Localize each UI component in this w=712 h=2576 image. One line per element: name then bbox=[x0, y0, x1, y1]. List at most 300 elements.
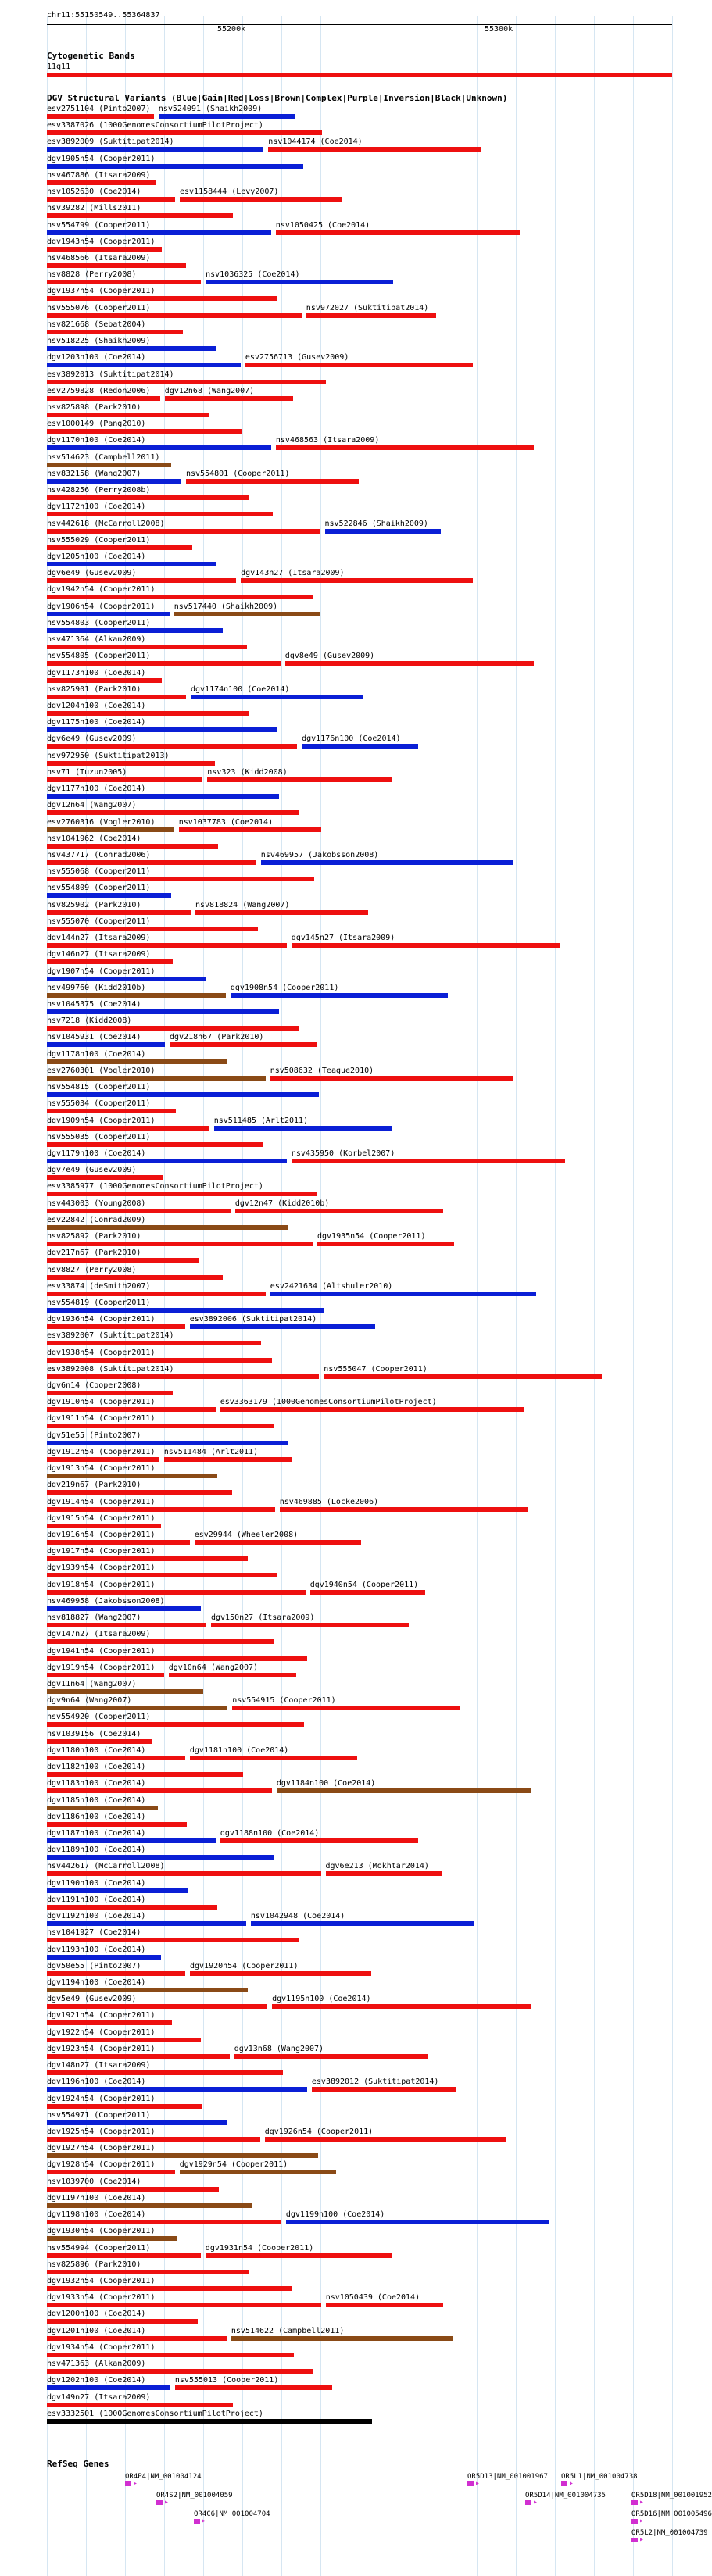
variant-label[interactable]: nsv1045931 (Coe2014) bbox=[47, 1033, 141, 1042]
variant-bar-loss[interactable] bbox=[47, 1788, 272, 1793]
variant-label[interactable]: dgv1202n100 (Coe2014) bbox=[47, 2376, 146, 2385]
variant-bar-gain[interactable] bbox=[47, 1092, 319, 1097]
variant-label[interactable]: dgv1190n100 (Coe2014) bbox=[47, 1878, 146, 1888]
variant-bar-loss[interactable] bbox=[179, 827, 321, 832]
variant-label[interactable]: dgv1932n54 (Cooper2011) bbox=[47, 2277, 156, 2285]
variant-bar-loss[interactable] bbox=[47, 1623, 206, 1627]
variant-label[interactable]: esv3387026 (1000GenomesConsortiumPilotProject) bbox=[47, 121, 263, 130]
variant-label[interactable]: dgv1913n54 (Cooper2011) bbox=[47, 1464, 156, 1474]
variant-bar-loss[interactable] bbox=[180, 197, 342, 202]
variant-label[interactable]: esv3892008 (Suktitipat2014) bbox=[47, 1364, 174, 1374]
gene-label[interactable]: OR4S2|NM_001004059 bbox=[156, 2492, 233, 2499]
variant-bar-gain[interactable] bbox=[47, 612, 170, 616]
variant-label[interactable]: nsv554809 (Cooper2011) bbox=[47, 884, 151, 893]
variant-bar-loss[interactable] bbox=[47, 1573, 277, 1577]
variant-bar-loss[interactable] bbox=[47, 1341, 261, 1345]
variant-bar-loss[interactable] bbox=[47, 2170, 175, 2174]
variant-bar-loss[interactable] bbox=[47, 1905, 217, 1910]
variant-bar-gain[interactable] bbox=[47, 147, 263, 152]
variant-bar-loss[interactable] bbox=[47, 877, 314, 881]
variant-label[interactable]: dgv1205n100 (Coe2014) bbox=[47, 552, 146, 561]
variant-label[interactable]: dgv1919n54 (Cooper2011) bbox=[47, 1663, 156, 1672]
variant-bar-loss[interactable] bbox=[47, 2270, 249, 2274]
variant-bar-loss[interactable] bbox=[47, 429, 242, 434]
variant-label[interactable]: nsv1045375 (Coe2014) bbox=[47, 999, 141, 1009]
variant-label[interactable]: esv29944 (Wheeler2008) bbox=[194, 1531, 299, 1540]
gene-label[interactable]: OR5D16|NM_001005496 bbox=[631, 2510, 712, 2518]
variant-label[interactable]: dgv150n27 (Itsara2009) bbox=[211, 1613, 315, 1623]
variant-label[interactable]: esv1000149 (Pang2010) bbox=[47, 420, 146, 429]
variant-label[interactable]: dgv149n27 (Itsara2009) bbox=[47, 2392, 151, 2402]
variant-label[interactable]: dgv145n27 (Itsara2009) bbox=[291, 934, 395, 943]
variant-label[interactable]: dgv1191n100 (Coe2014) bbox=[47, 1895, 146, 1904]
variant-label[interactable]: nsv469957 (Jakobsson2008) bbox=[260, 850, 379, 859]
variant-bar-loss[interactable] bbox=[47, 777, 202, 782]
variant-label[interactable]: nsv555029 (Cooper2011) bbox=[47, 535, 151, 545]
variant-bar-loss[interactable] bbox=[306, 313, 436, 318]
variant-bar-loss[interactable] bbox=[265, 2137, 507, 2142]
variant-label[interactable]: esv2759828 (Redon2006) bbox=[47, 386, 151, 395]
variant-bar-gain[interactable] bbox=[47, 445, 271, 450]
variant-label[interactable]: nsv825902 (Park2010) bbox=[47, 900, 141, 909]
variant-label[interactable]: nsv469958 (Jakobsson2008) bbox=[47, 1596, 165, 1606]
variant-label[interactable]: dgv148n27 (Itsara2009) bbox=[47, 2061, 151, 2070]
variant-bar-loss[interactable] bbox=[170, 1042, 317, 1047]
variant-bar-gain[interactable] bbox=[47, 363, 241, 367]
variant-bar-loss[interactable] bbox=[324, 1374, 602, 1379]
variant-bar-loss[interactable] bbox=[47, 247, 162, 252]
variant-bar-loss[interactable] bbox=[272, 2004, 531, 2009]
variant-bar-loss[interactable] bbox=[47, 2020, 172, 2025]
variant-label[interactable]: nsv323 (Kidd2008) bbox=[207, 767, 288, 777]
variant-bar-loss[interactable] bbox=[47, 1209, 231, 1213]
variant-bar-loss[interactable] bbox=[235, 1209, 443, 1213]
variant-label[interactable]: dgv6e213 (Mokhtar2014) bbox=[325, 1862, 429, 1871]
variant-bar-loss[interactable] bbox=[47, 180, 156, 185]
variant-bar-loss[interactable] bbox=[292, 1159, 565, 1163]
variant-label[interactable]: nsv8827 (Perry2008) bbox=[47, 1265, 137, 1274]
variant-label[interactable]: esv3892009 (Suktitipat2014) bbox=[47, 138, 174, 147]
variant-bar-loss[interactable] bbox=[47, 1407, 216, 1412]
variant-bar-loss[interactable] bbox=[285, 661, 534, 666]
variant-bar-loss[interactable] bbox=[47, 2369, 313, 2374]
variant-label[interactable]: dgv1911n54 (Cooper2011) bbox=[47, 1414, 156, 1424]
variant-label[interactable]: dgv1923n54 (Cooper2011) bbox=[47, 2044, 156, 2053]
variant-bar-loss[interactable] bbox=[47, 1540, 190, 1545]
variant-label[interactable]: dgv6n14 (Cooper2008) bbox=[47, 1381, 141, 1391]
variant-label[interactable]: esv3892007 (Suktitipat2014) bbox=[47, 1331, 174, 1341]
variant-label[interactable]: dgv1908n54 (Cooper2011) bbox=[230, 983, 339, 992]
variant-label[interactable]: esv3892012 (Suktitipat2014) bbox=[311, 2078, 439, 2087]
variant-label[interactable]: dgv1928n54 (Cooper2011) bbox=[47, 2160, 156, 2170]
variant-label[interactable]: dgv1938n54 (Cooper2011) bbox=[47, 1348, 156, 1357]
variant-label[interactable]: nsv554799 (Cooper2011) bbox=[47, 220, 151, 230]
variant-bar-loss[interactable] bbox=[47, 959, 173, 964]
variant-label[interactable]: dgv1914n54 (Cooper2011) bbox=[47, 1497, 156, 1506]
variant-label[interactable]: nsv554920 (Cooper2011) bbox=[47, 1713, 151, 1722]
variant-bar-loss[interactable] bbox=[47, 1739, 152, 1744]
gene-label[interactable]: OR4C6|NM_001004704 bbox=[194, 2510, 270, 2518]
variant-bar-complex[interactable] bbox=[47, 1689, 203, 1694]
variant-bar-gain[interactable] bbox=[47, 562, 216, 566]
variant-bar-gain[interactable] bbox=[47, 1955, 161, 1960]
variant-bar-loss[interactable] bbox=[47, 910, 191, 915]
variant-bar-loss[interactable] bbox=[276, 230, 520, 235]
variant-label[interactable]: nsv554819 (Cooper2011) bbox=[47, 1298, 151, 1307]
variant-bar-loss[interactable] bbox=[47, 1871, 321, 1876]
variant-bar-complex[interactable] bbox=[47, 827, 174, 832]
variant-bar-gain[interactable] bbox=[47, 164, 303, 169]
variant-label[interactable]: nsv522846 (Shaikh2009) bbox=[324, 519, 428, 528]
variant-bar-loss[interactable] bbox=[47, 1391, 173, 1395]
variant-bar-loss[interactable] bbox=[47, 2319, 198, 2324]
variant-label[interactable]: esv3892006 (Suktitipat2014) bbox=[189, 1315, 317, 1324]
variant-bar-loss[interactable] bbox=[47, 1639, 274, 1644]
variant-label[interactable]: dgv1916n54 (Cooper2011) bbox=[47, 1531, 156, 1540]
variant-label[interactable]: dgv1203n100 (Coe2014) bbox=[47, 353, 146, 363]
variant-label[interactable]: nsv825901 (Park2010) bbox=[47, 684, 141, 694]
variant-bar-gain[interactable] bbox=[47, 1921, 246, 1926]
variant-label[interactable]: dgv1188n100 (Coe2014) bbox=[220, 1829, 320, 1838]
variant-bar-loss[interactable] bbox=[47, 495, 249, 500]
gene-label[interactable]: OR5D13|NM_001001967 bbox=[467, 2473, 548, 2481]
variant-label[interactable]: dgv1940n54 (Cooper2011) bbox=[309, 1580, 419, 1589]
variant-label[interactable]: dgv1937n54 (Cooper2011) bbox=[47, 287, 156, 296]
variant-bar-complex[interactable] bbox=[47, 1988, 248, 1992]
variant-bar-loss[interactable] bbox=[47, 695, 186, 699]
variant-label[interactable]: dgv1929n54 (Cooper2011) bbox=[179, 2160, 288, 2170]
variant-label[interactable]: nsv555034 (Cooper2011) bbox=[47, 1099, 151, 1109]
variant-label[interactable]: esv3892013 (Suktitipat2014) bbox=[47, 370, 174, 379]
variant-bar-loss[interactable] bbox=[47, 512, 273, 516]
variant-label[interactable]: dgv1178n100 (Coe2014) bbox=[47, 1049, 146, 1059]
variant-label[interactable]: dgv5e49 (Gusev2009) bbox=[47, 1995, 137, 2004]
variant-label[interactable]: dgv1170n100 (Coe2014) bbox=[47, 436, 146, 445]
variant-label[interactable]: esv3363179 (1000GenomesConsortiumPilotProject) bbox=[220, 1398, 437, 1407]
variant-bar-loss[interactable] bbox=[47, 545, 192, 550]
variant-label[interactable]: dgv1936n54 (Cooper2011) bbox=[47, 1315, 156, 1324]
variant-bar-loss[interactable] bbox=[47, 1772, 243, 1777]
variant-label[interactable]: dgv1924n54 (Cooper2011) bbox=[47, 2094, 156, 2103]
variant-bar-loss[interactable] bbox=[47, 2054, 230, 2059]
variant-bar-loss[interactable] bbox=[47, 413, 209, 417]
variant-bar-loss[interactable] bbox=[47, 1242, 313, 1246]
variant-label[interactable]: dgv1174n100 (Coe2014) bbox=[191, 684, 290, 694]
variant-bar-loss[interactable] bbox=[47, 213, 233, 218]
variant-bar-gain[interactable] bbox=[47, 1441, 288, 1445]
variant-label[interactable]: nsv471363 (Alkan2009) bbox=[47, 2360, 146, 2369]
variant-label[interactable]: dgv7e49 (Gusev2009) bbox=[47, 1166, 137, 1175]
variant-bar-complex[interactable] bbox=[47, 1059, 227, 1064]
variant-label[interactable]: nsv554994 (Cooper2011) bbox=[47, 2243, 151, 2253]
variant-label[interactable]: nsv514623 (Campbell2011) bbox=[47, 452, 160, 462]
variant-label[interactable]: esv2421634 (Altshuler2010) bbox=[270, 1281, 393, 1291]
variant-bar-loss[interactable] bbox=[310, 1590, 426, 1595]
variant-label[interactable]: dgv1197n100 (Coe2014) bbox=[47, 2193, 146, 2203]
variant-bar-unknown[interactable] bbox=[47, 2419, 372, 2424]
variant-bar-loss[interactable] bbox=[195, 910, 368, 915]
variant-bar-loss[interactable] bbox=[47, 1109, 176, 1113]
variant-bar-complex[interactable] bbox=[47, 463, 171, 467]
variant-bar-loss[interactable] bbox=[195, 1540, 362, 1545]
variant-bar-loss[interactable] bbox=[47, 2403, 233, 2407]
variant-bar-loss[interactable] bbox=[47, 263, 186, 268]
variant-label[interactable]: dgv9n64 (Wang2007) bbox=[47, 1696, 132, 1706]
variant-label[interactable]: dgv1907n54 (Cooper2011) bbox=[47, 966, 156, 976]
variant-bar-loss[interactable] bbox=[47, 1292, 266, 1296]
variant-bar-gain[interactable] bbox=[47, 1888, 188, 1893]
variant-label[interactable]: nsv469885 (Locke2006) bbox=[279, 1497, 379, 1506]
gene-feature[interactable] bbox=[156, 2500, 163, 2505]
variant-label[interactable]: nsv825892 (Park2010) bbox=[47, 1232, 141, 1242]
variant-label[interactable]: esv2760301 (Vogler2010) bbox=[47, 1066, 156, 1075]
variant-label[interactable]: dgv1918n54 (Cooper2011) bbox=[47, 1580, 156, 1589]
variant-label[interactable]: dgv147n27 (Itsara2009) bbox=[47, 1630, 151, 1639]
variant-label[interactable]: nsv1052630 (Coe2014) bbox=[47, 188, 141, 197]
variant-label[interactable]: nsv555068 (Cooper2011) bbox=[47, 867, 151, 877]
variant-label[interactable]: dgv1189n100 (Coe2014) bbox=[47, 1845, 146, 1855]
variant-bar-loss[interactable] bbox=[220, 1407, 524, 1412]
variant-bar-complex[interactable] bbox=[47, 1806, 158, 1810]
variant-label[interactable]: dgv1921n54 (Cooper2011) bbox=[47, 2011, 156, 2020]
variant-bar-gain[interactable] bbox=[47, 1308, 324, 1313]
variant-bar-loss[interactable] bbox=[165, 396, 293, 401]
variant-bar-loss[interactable] bbox=[169, 1673, 296, 1677]
variant-label[interactable]: nsv511485 (Arlt2011) bbox=[213, 1116, 309, 1125]
gene-feature[interactable] bbox=[125, 2481, 131, 2486]
variant-bar-loss[interactable] bbox=[241, 578, 473, 583]
variant-bar-complex[interactable] bbox=[174, 612, 321, 616]
variant-bar-loss[interactable] bbox=[47, 1424, 274, 1428]
variant-label[interactable]: nsv818827 (Wang2007) bbox=[47, 1613, 141, 1623]
variant-label[interactable]: nsv972950 (Suktitipat2013) bbox=[47, 751, 170, 760]
variant-label[interactable]: nsv518225 (Shaikh2009) bbox=[47, 337, 151, 346]
gene-label[interactable]: OR5L1|NM_001004738 bbox=[561, 2473, 638, 2481]
variant-label[interactable]: nsv1036325 (Coe2014) bbox=[206, 270, 300, 280]
variant-bar-complex[interactable] bbox=[231, 2336, 454, 2341]
variant-label[interactable]: dgv1905n54 (Cooper2011) bbox=[47, 154, 156, 163]
gene-feature[interactable] bbox=[631, 2538, 638, 2542]
variant-label[interactable]: nsv1039156 (Coe2014) bbox=[47, 1729, 141, 1738]
variant-label[interactable]: nsv467886 (Itsara2009) bbox=[47, 170, 151, 180]
variant-label[interactable]: dgv1200n100 (Coe2014) bbox=[47, 2310, 146, 2319]
variant-label[interactable]: dgv1180n100 (Coe2014) bbox=[47, 1745, 146, 1755]
variant-bar-loss[interactable] bbox=[280, 1507, 528, 1512]
variant-label[interactable]: nsv1042948 (Coe2014) bbox=[250, 1912, 345, 1921]
variant-bar-loss[interactable] bbox=[47, 1590, 306, 1595]
variant-bar-loss[interactable] bbox=[220, 1838, 418, 1843]
variant-bar-loss[interactable] bbox=[47, 661, 281, 666]
variant-label[interactable]: nsv832158 (Wang2007) bbox=[47, 469, 141, 478]
variant-bar-gain[interactable] bbox=[231, 993, 448, 998]
variant-bar-gain[interactable] bbox=[47, 2385, 170, 2390]
variant-label[interactable]: dgv51e55 (Pinto2007) bbox=[47, 1431, 141, 1440]
variant-label[interactable]: dgv8e49 (Gusev2009) bbox=[284, 652, 375, 661]
variant-bar-loss[interactable] bbox=[47, 1275, 223, 1280]
variant-label[interactable]: nsv442618 (McCarroll2008) bbox=[47, 519, 165, 528]
variant-label[interactable]: dgv1182n100 (Coe2014) bbox=[47, 1763, 146, 1772]
variant-label[interactable]: dgv11n64 (Wang2007) bbox=[47, 1680, 137, 1689]
variant-bar-loss[interactable] bbox=[47, 1971, 185, 1976]
variant-bar-loss[interactable] bbox=[47, 1374, 319, 1379]
variant-label[interactable]: nsv1050439 (Coe2014) bbox=[325, 2293, 420, 2303]
gene-feature[interactable] bbox=[631, 2519, 638, 2524]
variant-bar-loss[interactable] bbox=[47, 1756, 185, 1760]
variant-bar-gain[interactable] bbox=[191, 695, 363, 699]
variant-bar-loss[interactable] bbox=[47, 396, 160, 401]
variant-label[interactable]: dgv219n67 (Park2010) bbox=[47, 1481, 141, 1490]
gene-feature[interactable] bbox=[631, 2500, 638, 2505]
variant-label[interactable]: dgv1934n54 (Cooper2011) bbox=[47, 2342, 156, 2352]
variant-label[interactable]: nsv554803 (Cooper2011) bbox=[47, 618, 151, 627]
variant-label[interactable]: nsv1044174 (Coe2014) bbox=[268, 138, 363, 147]
variant-label[interactable]: dgv1931n54 (Cooper2011) bbox=[205, 2243, 314, 2253]
variant-label[interactable]: dgv218n67 (Park2010) bbox=[170, 1033, 264, 1042]
variant-bar-gain[interactable] bbox=[159, 114, 295, 119]
variant-bar-loss[interactable] bbox=[292, 943, 560, 948]
variant-bar-complex[interactable] bbox=[47, 2203, 252, 2208]
variant-bar-loss[interactable] bbox=[47, 1258, 199, 1263]
variant-label[interactable]: dgv1176n100 (Coe2014) bbox=[302, 734, 401, 744]
variant-bar-loss[interactable] bbox=[47, 678, 162, 683]
variant-label[interactable]: dgv6e49 (Gusev2009) bbox=[47, 734, 137, 744]
variant-label[interactable]: dgv1193n100 (Coe2014) bbox=[47, 1945, 146, 1954]
gene-feature[interactable] bbox=[525, 2500, 531, 2505]
variant-label[interactable]: dgv144n27 (Itsara2009) bbox=[47, 934, 151, 943]
gene-feature[interactable] bbox=[467, 2481, 474, 2486]
variant-label[interactable]: dgv1906n54 (Cooper2011) bbox=[47, 602, 156, 611]
variant-label[interactable]: dgv1185n100 (Coe2014) bbox=[47, 1795, 146, 1805]
variant-bar-loss[interactable] bbox=[47, 2303, 321, 2307]
variant-label[interactable]: nsv818824 (Wang2007) bbox=[195, 900, 290, 909]
variant-bar-loss[interactable] bbox=[245, 363, 473, 367]
variant-bar-gain[interactable] bbox=[47, 893, 171, 898]
variant-bar-gain[interactable] bbox=[47, 1606, 201, 1611]
variant-bar-loss[interactable] bbox=[47, 1324, 185, 1329]
variant-label[interactable]: dgv1930n54 (Cooper2011) bbox=[47, 2227, 156, 2236]
variant-label[interactable]: dgv1175n100 (Coe2014) bbox=[47, 718, 146, 727]
variant-bar-gain[interactable] bbox=[47, 628, 223, 633]
variant-bar-loss[interactable] bbox=[47, 529, 320, 534]
variant-label[interactable]: dgv12n68 (Wang2007) bbox=[164, 386, 255, 395]
variant-bar-loss[interactable] bbox=[211, 1623, 409, 1627]
variant-bar-complex[interactable] bbox=[47, 1706, 227, 1710]
variant-label[interactable]: nsv517440 (Shaikh2009) bbox=[174, 602, 278, 611]
variant-label[interactable]: nsv554915 (Cooper2011) bbox=[232, 1696, 336, 1706]
variant-label[interactable]: esv2760316 (Vogler2010) bbox=[47, 817, 156, 827]
variant-bar-complex[interactable] bbox=[47, 2236, 177, 2241]
variant-bar-loss[interactable] bbox=[47, 1142, 263, 1147]
variant-label[interactable]: dgv1173n100 (Coe2014) bbox=[47, 668, 146, 677]
variant-bar-loss[interactable] bbox=[164, 1457, 292, 1462]
variant-label[interactable]: esv1158444 (Levy2007) bbox=[180, 188, 279, 197]
variant-label[interactable]: dgv1941n54 (Cooper2011) bbox=[47, 1646, 156, 1656]
variant-bar-loss[interactable] bbox=[47, 645, 247, 649]
variant-bar-loss[interactable] bbox=[47, 1490, 232, 1495]
variant-bar-loss[interactable] bbox=[186, 479, 359, 484]
variant-bar-gain[interactable] bbox=[270, 1292, 536, 1296]
variant-bar-loss[interactable] bbox=[47, 711, 249, 716]
variant-bar-loss[interactable] bbox=[47, 1556, 248, 1561]
variant-label[interactable]: nsv471364 (Alkan2009) bbox=[47, 635, 146, 645]
variant-bar-loss[interactable] bbox=[47, 197, 175, 202]
variant-bar-gain[interactable] bbox=[206, 280, 393, 284]
variant-bar-loss[interactable] bbox=[47, 2070, 283, 2075]
variant-label[interactable]: dgv1196n100 (Coe2014) bbox=[47, 2078, 146, 2087]
variant-label[interactable]: dgv1915n54 (Cooper2011) bbox=[47, 1513, 156, 1523]
variant-label[interactable]: dgv10n64 (Wang2007) bbox=[168, 1663, 259, 1672]
variant-bar-loss[interactable] bbox=[47, 1722, 304, 1727]
variant-bar-loss[interactable] bbox=[47, 927, 258, 931]
variant-bar-loss[interactable] bbox=[317, 1242, 454, 1246]
variant-bar-gain[interactable] bbox=[325, 529, 442, 534]
variant-bar-loss[interactable] bbox=[47, 280, 201, 284]
variant-label[interactable]: dgv6e49 (Gusev2009) bbox=[47, 569, 137, 578]
variant-bar-loss[interactable] bbox=[47, 860, 256, 865]
variant-label[interactable]: dgv1192n100 (Coe2014) bbox=[47, 1912, 146, 1921]
variant-label[interactable]: nsv554801 (Cooper2011) bbox=[186, 469, 290, 478]
variant-bar-loss[interactable] bbox=[47, 2038, 201, 2042]
variant-label[interactable]: nsv554805 (Cooper2011) bbox=[47, 652, 151, 661]
variant-label[interactable]: dgv1939n54 (Cooper2011) bbox=[47, 1563, 156, 1573]
variant-label[interactable]: nsv508632 (Teague2010) bbox=[270, 1066, 374, 1075]
variant-bar-loss[interactable] bbox=[47, 943, 287, 948]
variant-bar-loss[interactable] bbox=[47, 578, 236, 583]
gene-label[interactable]: OR5D14|NM_001004735 bbox=[525, 2492, 606, 2499]
variant-bar-loss[interactable] bbox=[47, 744, 297, 749]
variant-bar-loss[interactable] bbox=[270, 1076, 513, 1081]
gene-label[interactable]: OR5D18|NM_001001952 bbox=[631, 2492, 712, 2499]
variant-bar-gain[interactable] bbox=[214, 1126, 392, 1131]
variant-label[interactable]: nsv555035 (Cooper2011) bbox=[47, 1132, 151, 1142]
variant-label[interactable]: nsv1050425 (Coe2014) bbox=[275, 220, 370, 230]
variant-label[interactable]: dgv1909n54 (Cooper2011) bbox=[47, 1116, 156, 1125]
variant-bar-loss[interactable] bbox=[47, 1358, 272, 1363]
variant-label[interactable]: nsv821668 (Sebat2004) bbox=[47, 320, 146, 329]
variant-label[interactable]: dgv1943n54 (Cooper2011) bbox=[47, 237, 156, 246]
variant-bar-gain[interactable] bbox=[47, 727, 277, 732]
variant-bar-gain[interactable] bbox=[251, 1921, 474, 1926]
variant-bar-loss[interactable] bbox=[47, 296, 277, 301]
variant-bar-gain[interactable] bbox=[47, 977, 206, 981]
variant-bar-gain[interactable] bbox=[47, 1159, 287, 1163]
variant-label[interactable]: dgv1933n54 (Cooper2011) bbox=[47, 2293, 156, 2303]
variant-bar-loss[interactable] bbox=[47, 1822, 187, 1827]
variant-bar-loss[interactable] bbox=[232, 1706, 460, 1710]
variant-bar-loss[interactable] bbox=[207, 777, 392, 782]
variant-label[interactable]: dgv1942n54 (Cooper2011) bbox=[47, 585, 156, 595]
variant-bar-gain[interactable] bbox=[47, 1855, 274, 1860]
variant-label[interactable]: dgv217n67 (Park2010) bbox=[47, 1249, 141, 1258]
variant-label[interactable]: dgv143n27 (Itsara2009) bbox=[241, 569, 345, 578]
variant-bar-gain[interactable] bbox=[302, 744, 418, 749]
variant-bar-loss[interactable] bbox=[47, 1126, 209, 1131]
variant-label[interactable]: nsv972027 (Suktitipat2014) bbox=[306, 303, 429, 313]
variant-bar-loss[interactable] bbox=[326, 1871, 443, 1876]
variant-label[interactable]: dgv1926n54 (Cooper2011) bbox=[264, 2128, 374, 2136]
variant-bar-complex[interactable] bbox=[180, 2170, 337, 2174]
variant-bar-gain[interactable] bbox=[47, 2120, 227, 2125]
variant-bar-loss[interactable] bbox=[47, 2137, 260, 2142]
variant-bar-loss[interactable] bbox=[47, 2286, 292, 2291]
variant-bar-loss[interactable] bbox=[175, 2385, 332, 2390]
variant-label[interactable]: nsv555047 (Cooper2011) bbox=[324, 1364, 428, 1374]
variant-bar-loss[interactable] bbox=[190, 1971, 371, 1976]
variant-label[interactable]: nsv437717 (Conrad2006) bbox=[47, 850, 151, 859]
variant-label[interactable]: nsv468563 (Itsara2009) bbox=[275, 436, 380, 445]
variant-bar-loss[interactable] bbox=[206, 2253, 393, 2258]
variant-bar-complex[interactable] bbox=[47, 2153, 318, 2158]
